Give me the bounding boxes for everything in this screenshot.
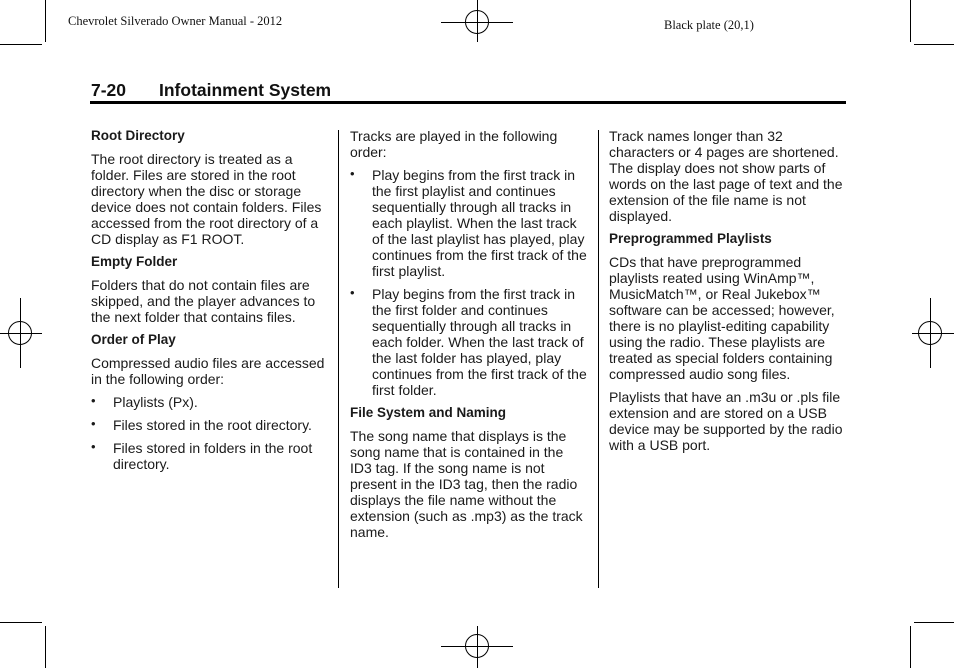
file-system-heading: File System and Naming [350, 405, 507, 420]
empty-folder-heading: Empty Folder [91, 254, 178, 269]
crop-mark [45, 626, 46, 668]
heading-rule [90, 101, 846, 104]
list-item: • Files stored in the root directory. [91, 417, 329, 433]
track-names-text: Track names longer than 32 characters or 4 pages are shortened. The display does not show parts of words on the last page of text and the extension of the file name is not displayed. [609, 128, 843, 224]
root-directory-text: The root directory is treated as a folder. Files are stored in the root directory when the disc or storage device does not contain folders. Files accessed from the root directory of a CD display as F1 ROOT. [91, 151, 322, 247]
tracks-list [350, 167, 588, 398]
list-item: • Files stored in folders in the root directory. [91, 440, 329, 472]
order-of-play-text: Compressed audio files are accessed in the following order: [91, 355, 325, 387]
order-list [91, 394, 329, 472]
crop-mark [914, 622, 954, 623]
playlist-extension-text: Playlists that have an .m3u or .pls file extension and are stored on a USB device may be supported by the radio with a USB port. [609, 389, 843, 453]
file-system-text: The song name that displays is the song name that is contained in the ID3 tag. If the song name is not present in the ID3 tag, then the radio displays the file name without the extension (such as .mp3) as the track name. [350, 428, 583, 540]
crop-mark [910, 626, 911, 668]
preprogrammed-playlists-text: CDs that have preprogrammed playlists reated using WinAmp™, MusicMatch™, or Real Jukebox™ software can be accessed; however, there is no playlist-editing capability using the radio. These playlists are treated as special folders containing compressed audio song files. [609, 254, 835, 382]
section-heading [91, 80, 331, 101]
manual-title: Chevrolet Silverado Owner Manual - 2012 [68, 14, 283, 28]
column-1 [91, 128, 329, 479]
crop-mark [910, 0, 911, 42]
crop-mark [914, 44, 954, 45]
tracks-intro: Tracks are played in the following order: [350, 128, 558, 160]
preprogrammed-playlists-heading: Preprogrammed Playlists [609, 231, 772, 246]
section-title: Infotainment System [159, 80, 332, 100]
crop-mark [0, 44, 42, 45]
column-3 [609, 128, 849, 460]
crop-mark [0, 622, 42, 623]
column-2 [350, 128, 588, 547]
crop-mark [45, 0, 46, 42]
list-item: • Play begins from the first track in the first playlist and continues sequentially through all tracks in each playlist. When the last track of the last playlist has played, play continues from the first track of the first playlist. [350, 167, 588, 279]
page-number: 7-20 [91, 80, 127, 100]
list-item: • Play begins from the first track in the first folder and continues sequentially through all tracks in each folder. When the last track of the last folder has played, play continues from the first track of the first folder. [350, 286, 588, 398]
list-item: • Playlists (Px). [91, 394, 329, 410]
column-divider [338, 130, 339, 588]
empty-folder-text: Folders that do not contain files are skipped, and the player advances to the next folder that contains files. [91, 277, 316, 325]
plate-label: Black plate (20,1) [664, 18, 754, 32]
column-divider [598, 130, 599, 588]
root-directory-heading: Root Directory [91, 128, 185, 143]
order-of-play-heading: Order of Play [91, 332, 176, 347]
